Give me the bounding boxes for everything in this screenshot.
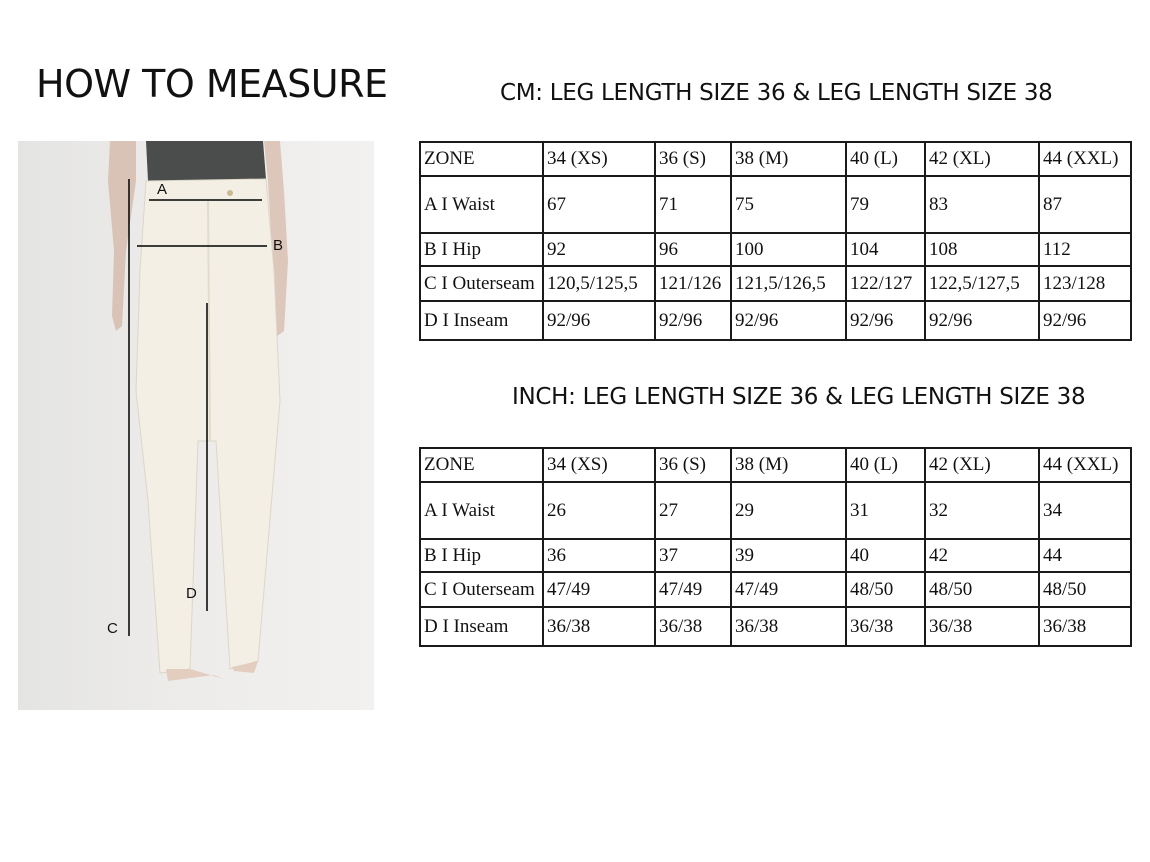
value-cell: 40	[846, 539, 925, 572]
value-cell: 42	[925, 539, 1039, 572]
cm-size-table	[419, 141, 1132, 341]
header-cell: 42 (XL)	[925, 142, 1039, 176]
header-cell: 44 (XXL)	[1039, 142, 1131, 176]
zone-cell: A I Waist	[420, 482, 543, 539]
value-cell: 120,5/125,5	[543, 266, 655, 301]
value-cell: 36/38	[1039, 607, 1131, 646]
value-cell: 48/50	[846, 572, 925, 607]
value-cell: 47/49	[731, 572, 846, 607]
zone-cell: D I Inseam	[420, 607, 543, 646]
value-cell: 123/128	[1039, 266, 1131, 301]
value-cell: 92/96	[846, 301, 925, 340]
table-header-row	[420, 142, 1131, 176]
header-cell: 34 (XS)	[543, 142, 655, 176]
value-cell: 32	[925, 482, 1039, 539]
table-row	[420, 572, 1131, 607]
value-cell: 92/96	[925, 301, 1039, 340]
value-cell: 67	[543, 176, 655, 233]
value-cell: 104	[846, 233, 925, 266]
jeans-illustration	[18, 141, 374, 710]
value-cell: 112	[1039, 233, 1131, 266]
cm-table-title: CM: LEG LENGTH SIZE 36 & LEG LENGTH SIZE 38	[500, 80, 1053, 106]
header-cell: 34 (XS)	[543, 448, 655, 482]
zone-cell: D I Inseam	[420, 301, 543, 340]
value-cell: 87	[1039, 176, 1131, 233]
table-row	[420, 607, 1131, 646]
table-row	[420, 482, 1131, 539]
value-cell: 100	[731, 233, 846, 266]
zone-cell: A I Waist	[420, 176, 543, 233]
table-row	[420, 539, 1131, 572]
value-cell: 75	[731, 176, 846, 233]
value-cell: 44	[1039, 539, 1131, 572]
header-cell: 40 (L)	[846, 448, 925, 482]
value-cell: 96	[655, 233, 731, 266]
marker-a: A	[157, 181, 168, 198]
value-cell: 26	[543, 482, 655, 539]
marker-b: B	[273, 237, 284, 254]
zone-cell: B I Hip	[420, 233, 543, 266]
zone-cell: C I Outerseam	[420, 572, 543, 607]
value-cell: 39	[731, 539, 846, 572]
value-cell: 47/49	[543, 572, 655, 607]
page-title: HOW TO MEASURE	[36, 62, 388, 106]
table-row	[420, 176, 1131, 233]
value-cell: 122,5/127,5	[925, 266, 1039, 301]
value-cell: 27	[655, 482, 731, 539]
value-cell: 36/38	[846, 607, 925, 646]
value-cell: 92	[543, 233, 655, 266]
marker-d: D	[186, 585, 197, 602]
value-cell: 47/49	[655, 572, 731, 607]
header-cell: 36 (S)	[655, 142, 731, 176]
header-cell: 38 (M)	[731, 142, 846, 176]
header-cell: ZONE	[420, 142, 543, 176]
value-cell: 79	[846, 176, 925, 233]
inch-table-title: INCH: LEG LENGTH SIZE 36 & LEG LENGTH SIZE 38	[512, 384, 1086, 410]
value-cell: 92/96	[655, 301, 731, 340]
header-cell: ZONE	[420, 448, 543, 482]
value-cell: 31	[846, 482, 925, 539]
marker-c: C	[107, 620, 118, 637]
model-photo	[18, 141, 374, 710]
value-cell: 36/38	[543, 607, 655, 646]
value-cell: 122/127	[846, 266, 925, 301]
value-cell: 36/38	[655, 607, 731, 646]
value-cell: 83	[925, 176, 1039, 233]
table-header-row	[420, 448, 1131, 482]
table-row	[420, 301, 1131, 340]
value-cell: 36/38	[925, 607, 1039, 646]
value-cell: 92/96	[1039, 301, 1131, 340]
header-cell: 38 (M)	[731, 448, 846, 482]
value-cell: 36/38	[731, 607, 846, 646]
value-cell: 37	[655, 539, 731, 572]
header-cell: 44 (XXL)	[1039, 448, 1131, 482]
table-row	[420, 266, 1131, 301]
value-cell: 48/50	[1039, 572, 1131, 607]
inch-size-table	[419, 447, 1132, 647]
value-cell: 34	[1039, 482, 1131, 539]
header-cell: 42 (XL)	[925, 448, 1039, 482]
value-cell: 121/126	[655, 266, 731, 301]
table-row	[420, 233, 1131, 266]
header-cell: 36 (S)	[655, 448, 731, 482]
zone-cell: C I Outerseam	[420, 266, 543, 301]
value-cell: 71	[655, 176, 731, 233]
value-cell: 92/96	[731, 301, 846, 340]
zone-cell: B I Hip	[420, 539, 543, 572]
value-cell: 92/96	[543, 301, 655, 340]
value-cell: 29	[731, 482, 846, 539]
value-cell: 121,5/126,5	[731, 266, 846, 301]
value-cell: 36	[543, 539, 655, 572]
value-cell: 48/50	[925, 572, 1039, 607]
value-cell: 108	[925, 233, 1039, 266]
header-cell: 40 (L)	[846, 142, 925, 176]
